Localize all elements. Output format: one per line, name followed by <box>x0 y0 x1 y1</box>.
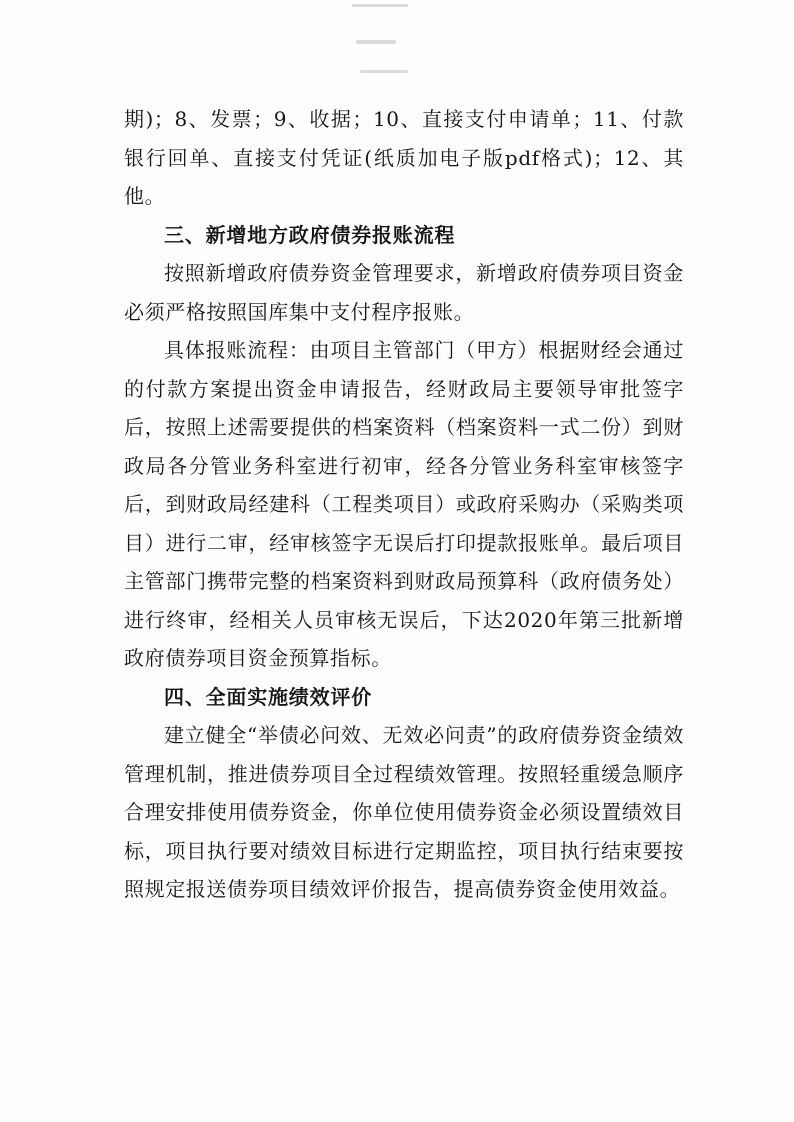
document-body <box>124 100 684 909</box>
section-heading-4: 四、全面实施绩效评价 <box>164 684 372 709</box>
section-heading-3: 三、新增地方政府债券报账流程 <box>164 222 456 247</box>
scan-artifact <box>352 4 408 7</box>
paragraph-performance: 建立健全“举债必问效、无效必问责”的政府债券资金绩效管理机制，推进债券项目全过程绩效管理。按照轻重缓急顺序合理安排使用债券资金，你单位使用债券资金必须设置绩效目标，项目执行要对绩效目标进行定期监控，项目执行结束要按照规定报送债券项目绩效评价报告，提高债券资金使用效益。 <box>124 723 684 901</box>
paragraph-requirement: 按照新增政府债券资金管理要求，新增政府债券项目资金必须严格按照国库集中支付程序报账。 <box>124 261 684 324</box>
scan-artifact <box>360 70 408 73</box>
scan-artifact <box>356 40 396 44</box>
paragraph-attachment-list-continued: 期)；8、发票；9、收据；10、直接支付申请单；11、付款银行回单、直接支付凭证(纸质加电子版pdf格式)；12、其他。 <box>124 107 684 208</box>
paragraph-process: 具体报账流程：由项目主管部门（甲方）根据财经会通过的付款方案提出资金申请报告，经财政局主要领导审批签字后，按照上述需要提供的档案资料（档案资料一式二份）到财政局各分管业务科室进行初审，经各分管业务科室审核签字后，到财政局经建科（工程类项目）或政府采购办（采购类项目）进行二审，经审核签字无误后打印提款报账单。最后项目主管部门携带完整的档案资料到财政局预算科（政府债务处）进行终审，经相关人员审核无误后，下达2020年第三批新增政府债券项目资金预算指标。 <box>124 338 684 670</box>
